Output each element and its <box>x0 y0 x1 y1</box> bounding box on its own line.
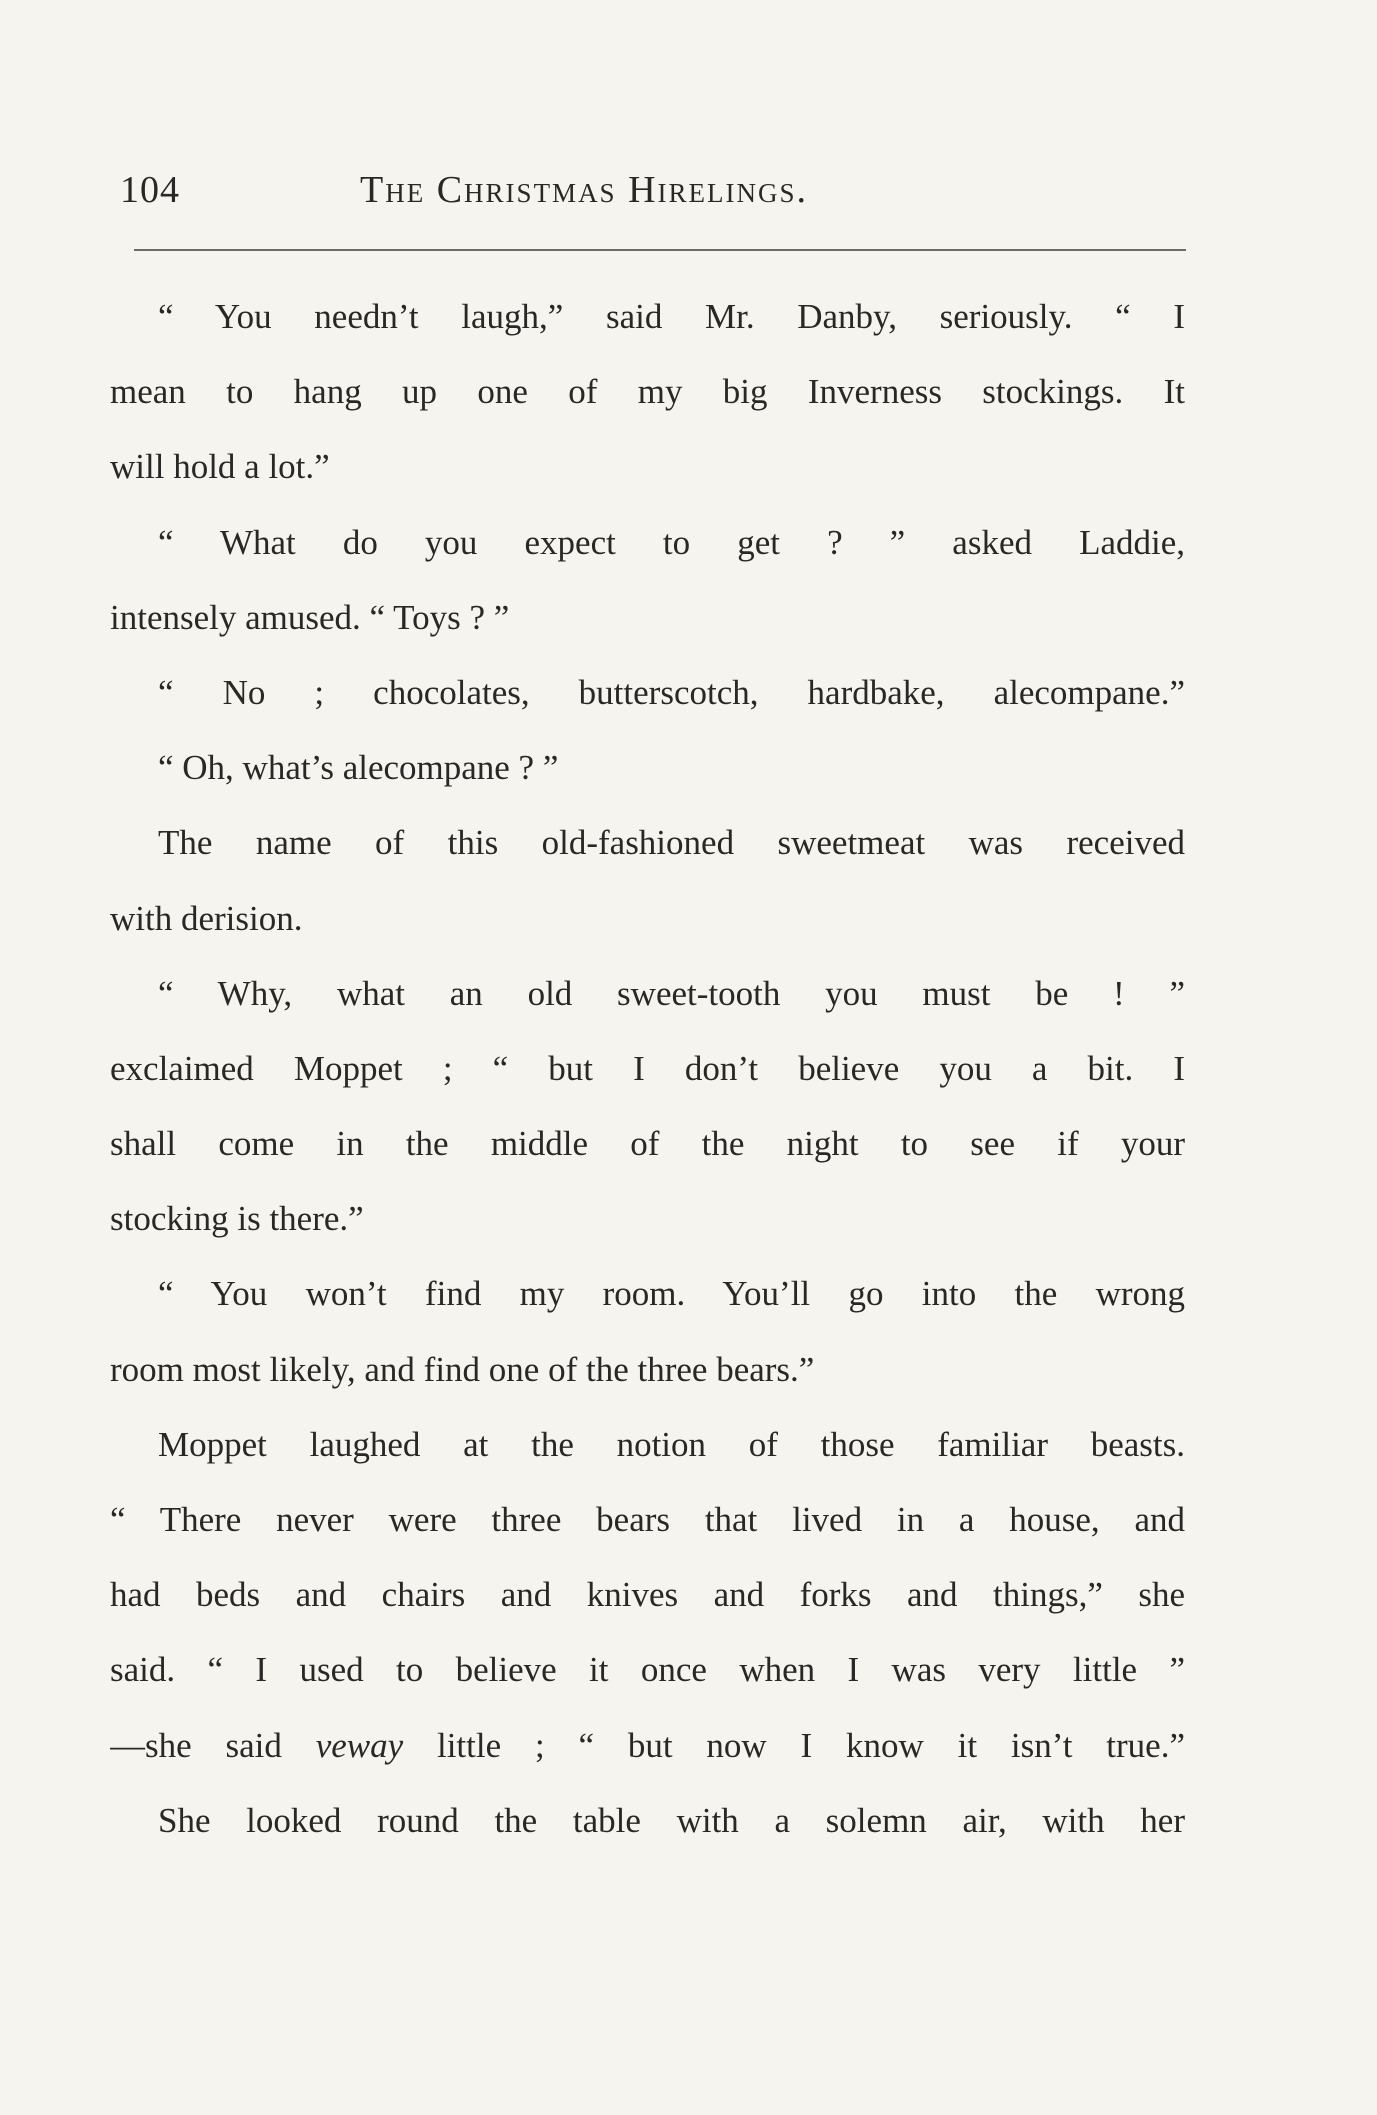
text-line: will hold a lot.” <box>110 447 330 487</box>
text-line: “ Oh, what’s alecompane ? ” <box>158 748 559 788</box>
text-line: stocking is there.” <box>110 1199 364 1239</box>
text-line: “ You needn’t laugh,” said Mr. Danby, seriously. “ I <box>158 297 1185 336</box>
text-line: “ No ; chocolates, butterscotch, hardbake, alecompane.” <box>158 672 1185 712</box>
running-title: The Christmas Hirelings. <box>360 169 809 211</box>
text-line: Moppet laughed at the notion of those familiar beasts. <box>158 1424 1185 1464</box>
text-line: room most likely, and find one of the three bears.” <box>110 1349 815 1389</box>
text-line: exclaimed Moppet ; “ but I don’t believe you a bit. I <box>110 1048 1185 1088</box>
page-number: 104 <box>120 169 180 211</box>
text-line: She looked round the table with a solemn air, with her <box>158 1800 1185 1840</box>
text-line: mean to hang up one of my big Inverness stockings. It <box>110 372 1185 412</box>
running-header <box>120 168 1185 228</box>
header-rule <box>134 249 1186 251</box>
text-line: “ What do you expect to get ? ” asked Laddie, <box>158 522 1185 562</box>
text-span: —she said <box>110 1725 316 1765</box>
text-line-with-italic <box>110 1721 1185 1796</box>
text-line: The name of this old-fashioned sweetmeat was received <box>158 823 1185 863</box>
text-line: “ There never were three bears that lived in a house, and <box>110 1500 1185 1539</box>
text-line: “ You won’t find my room. You’ll go into the wrong <box>158 1274 1185 1314</box>
text-line: intensely amused. “ Toys ? ” <box>110 597 510 637</box>
text-line: with derision. <box>110 898 303 938</box>
text-line: “ Why, what an old sweet-tooth you must be ! ” <box>158 973 1185 1013</box>
text-span: little ; “ but now I know it isn’t true.” <box>403 1725 1185 1765</box>
italic-word: veway <box>315 1725 404 1765</box>
text-line: had beds and chairs and knives and forks and things,” she <box>110 1575 1185 1615</box>
text-line: said. “ I used to believe it once when I was very little ” <box>110 1650 1185 1690</box>
body-text <box>110 292 1185 1871</box>
text-line: shall come in the middle of the night to see if your <box>110 1124 1185 1164</box>
